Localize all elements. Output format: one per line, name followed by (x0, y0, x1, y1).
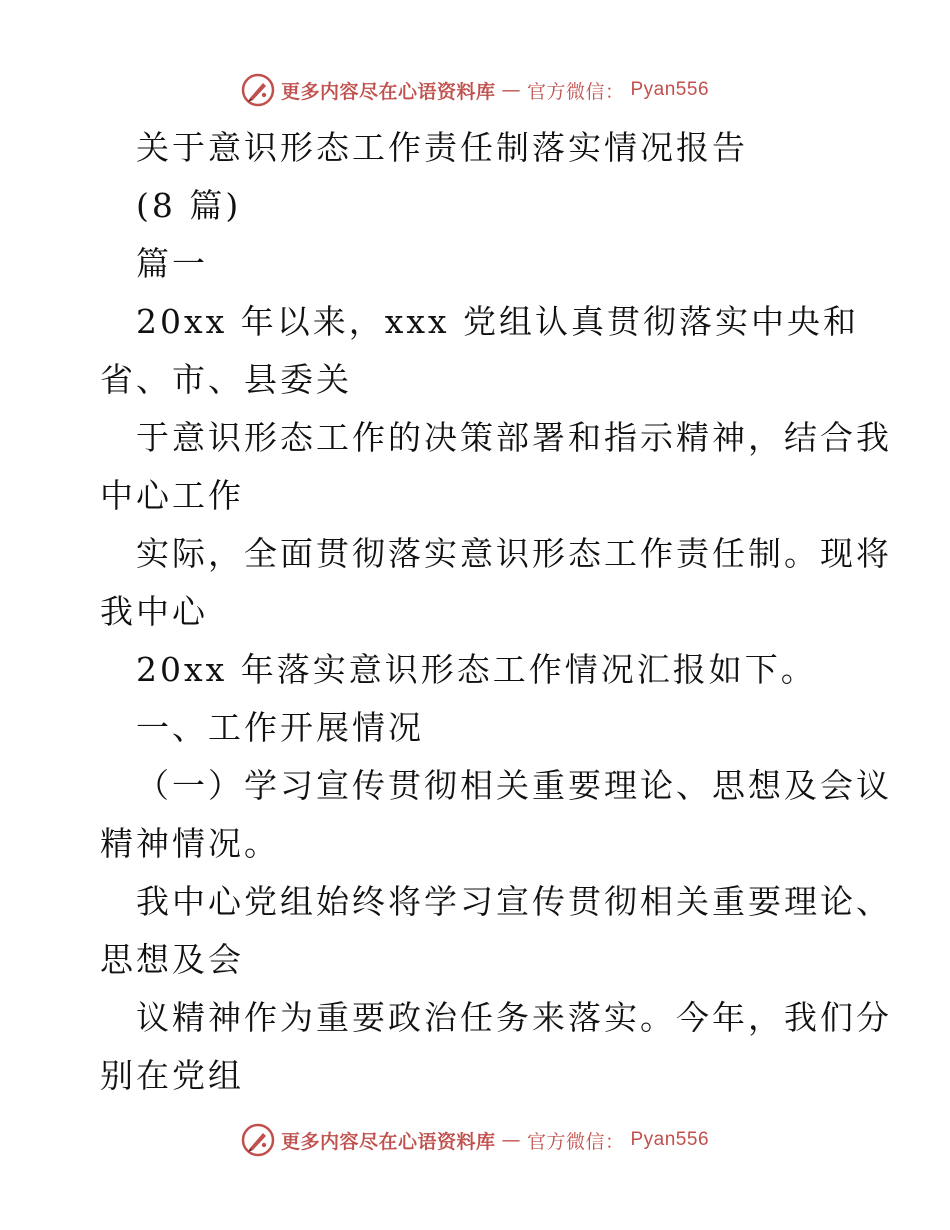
watermark-dash: — (501, 79, 521, 101)
paragraph-line: 我中心党组始终将学习宣传贯彻相关重要理论、 (136, 882, 892, 921)
section-heading: 篇一 (136, 244, 208, 283)
watermark-label: 官方微信： (526, 1130, 625, 1153)
pen-logo-icon (241, 1123, 275, 1157)
document-title-line-2: (8 篇) (136, 186, 242, 225)
paragraph-line: 别在党组 (100, 1056, 244, 1095)
paragraph-line: 中心工作 (100, 476, 244, 515)
paragraph-line: 精神情况。 (100, 824, 280, 863)
paragraph-line: （一）学习宣传贯彻相关重要理论、思想及会议 (136, 766, 892, 805)
watermark-text: 更多内容尽在心语资料库 (280, 80, 496, 103)
paragraph-line: 实际，全面贯彻落实意识形态工作责任制。现将 (136, 534, 892, 573)
watermark-label: 官方微信： (526, 80, 625, 103)
paragraph-line: 20xx 年以来，xxx 党组认真贯彻落实中央和 (136, 302, 860, 341)
watermark-banner-bottom (0, 1120, 950, 1160)
watermark-id: Pyan556 (630, 79, 710, 100)
paragraph-line: 思想及会 (100, 940, 244, 979)
paragraph-line: 20xx 年落实意识形态工作情况汇报如下。 (136, 650, 817, 689)
document-title-line-1: 关于意识形态工作责任制落实情况报告 (136, 128, 748, 167)
paragraph-line: 于意识形态工作的决策部署和指示精神，结合我 (136, 418, 892, 457)
watermark-dash: — (501, 1129, 521, 1151)
paragraph-line: 省、市、县委关 (100, 360, 352, 399)
paragraph-line: 我中心 (100, 592, 208, 631)
subsection-heading: 一、工作开展情况 (136, 708, 424, 747)
pen-logo-icon (241, 73, 275, 107)
paragraph-line: 议精神作为重要政治任务来落实。今年，我们分 (136, 998, 892, 1037)
watermark-banner-top (0, 70, 950, 110)
watermark-id: Pyan556 (630, 1129, 710, 1150)
watermark-text: 更多内容尽在心语资料库 (280, 1130, 496, 1153)
